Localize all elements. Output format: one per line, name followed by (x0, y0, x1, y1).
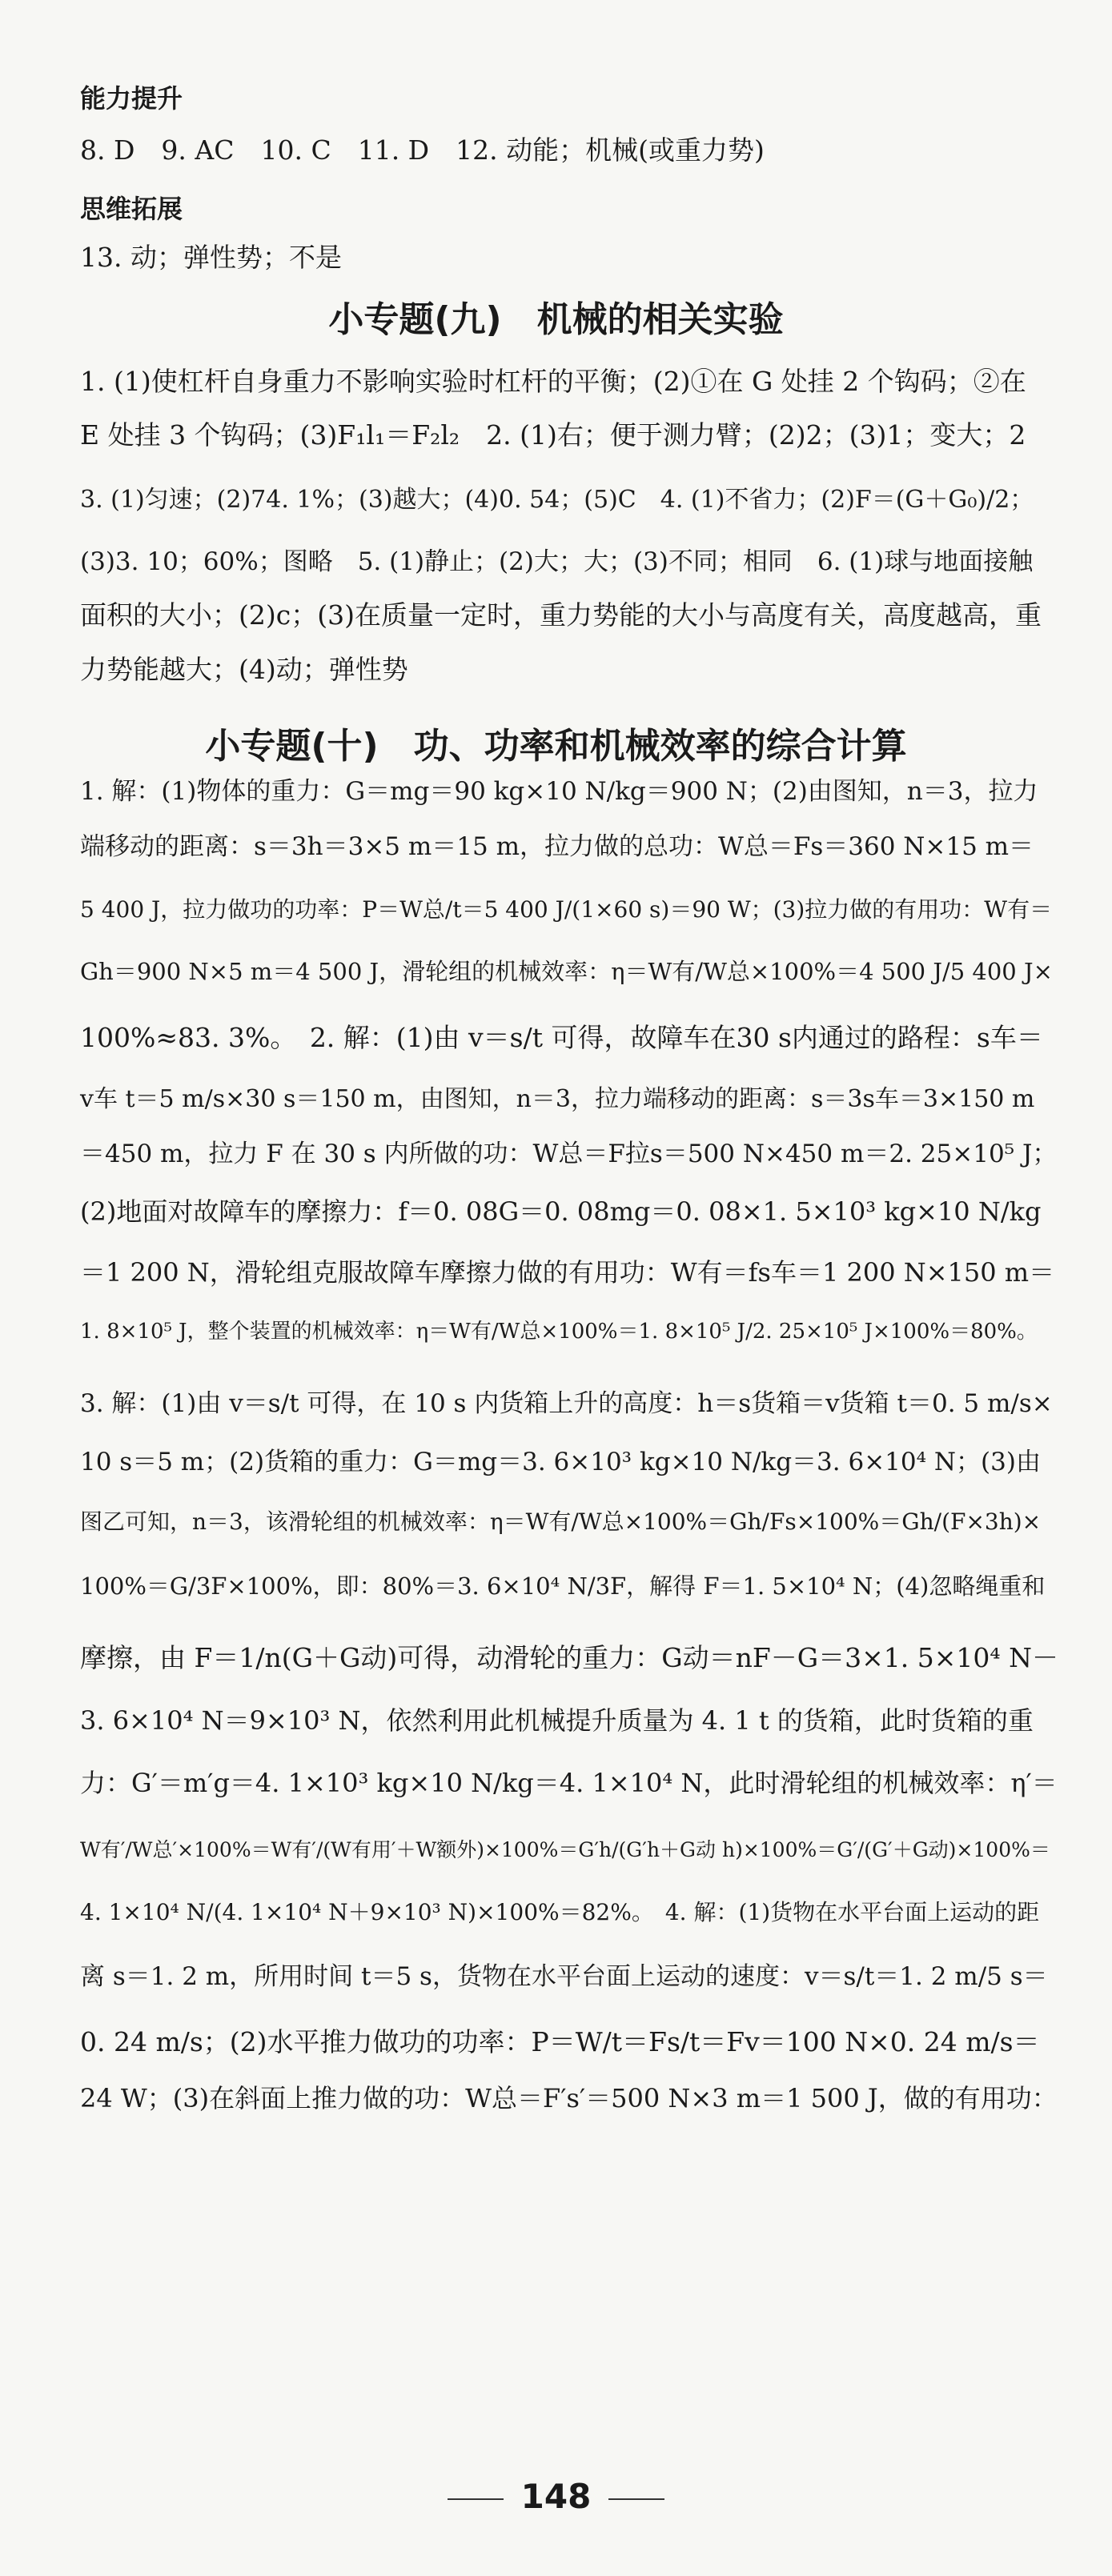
topic10-line: 10 s＝5 m；(2)货箱的重力：G＝mg＝3. 6×10³ kg×10 N/kg＝3. 6×10⁴ N；(3)由 (80, 1448, 1041, 1476)
topic10-line: 100%≈83. 3%。 2. 解：(1)由 v＝s/t 可得，故障车在30 s内通过的路程：s车＝ (80, 1022, 1043, 1053)
topic9-title: 小专题(九) 机械的相关实验 (328, 299, 784, 340)
topic9-line: E 处挂 3 个钩码；(3)F₁l₁＝F₂l₂ 2. (1)右；便于测力臂；(2)2；(3)1；变大；2 (80, 419, 1026, 451)
topic10-line: 离 s＝1. 2 m，所用时间 t＝5 s，货物在水平台面上运动的速度：v＝s/t＝1. 2 m/5 s＝ (80, 1962, 1048, 1991)
topic10-line: ＝1 200 N，滑轮组克服故障车摩擦力做的有用功：W有＝fs车＝1 200 N×150 m＝ (80, 1257, 1055, 1288)
section-label-thinking: 思维拓展 (80, 194, 183, 224)
topic10-line: Gh＝900 N×5 m＝4 500 J，滑轮组的机械效率：η＝W有/W总×100%＝4 500 J/5 400 J× (80, 958, 1053, 985)
page-number-dash-right (608, 2498, 664, 2500)
topic10-line: 端移动的距离：s＝3h＝3×5 m＝15 m，拉力做的总功：W总＝Fs＝360 N×15 m＝ (80, 832, 1034, 861)
topic10-line: 24 W；(3)在斜面上推力做的功：W总＝F′s′＝500 N×3 m＝1 500 J，做的有用功： (80, 2083, 1058, 2113)
topic10-line: 100%＝G/3F×100%，即：80%＝3. 6×10⁴ N/3F，解得 F＝1. 5×10⁴ N；(4)忽略绳重和 (80, 1572, 1046, 1600)
page-number-dash-left (448, 2498, 504, 2500)
answer-line-thinking: 13. 动；弹性势；不是 (80, 242, 342, 273)
topic10-line: (2)地面对故障车的摩擦力：f＝0. 08G＝0. 08mg＝0. 08×1. 5×10³ kg×10 N/kg (80, 1196, 1042, 1227)
topic9-line: 1. (1)使杠杆自身重力不影响实验时杠杆的平衡；(2)①在 G 处挂 2 个钩码；②在 (80, 366, 1026, 397)
topic9-line: 力势能越大；(4)动；弹性势 (80, 654, 408, 685)
topic10-line: 摩擦，由 F＝1/n(G＋G动)可得，动滑轮的重力：G动＝nF－G＝3×1. 5×10⁴ N－ (80, 1642, 1058, 1673)
topic10-line: 3. 解：(1)由 v＝s/t 可得，在 10 s 内货箱上升的高度：h＝s货箱＝v货箱 t＝0. 5 m/s× (80, 1389, 1053, 1418)
topic10-line: 3. 6×10⁴ N＝9×10³ N，依然利用此机械提升质量为 4. 1 t 的货箱，此时货箱的重 (80, 1705, 1034, 1736)
topic10-line: 图乙可知，n＝3，该滑轮组的机械效率：η＝W有/W总×100%＝Gh/Fs×100%＝Gh/(F×3h)× (80, 1508, 1042, 1535)
topic10-line: 力：G′＝m′g＝4. 1×10³ kg×10 N/kg＝4. 1×10⁴ N，此时滑轮组的机械效率：η′＝ (80, 1768, 1058, 1798)
topic10-line: ＝450 m，拉力 F 在 30 s 内所做的功：W总＝F拉s＝500 N×450 m＝2. 25×10⁵ J； (80, 1140, 1058, 1168)
topic9-line: (3)3. 10；60%；图略 5. (1)静止；(2)大；大；(3)不同；相同 6. (1)球与地面接触 (80, 547, 1034, 576)
topic10-line: 0. 24 m/s；(2)水平推力做功的功率：P＝W/t＝Fs/t＝Fv＝100 N×0. 24 m/s＝ (80, 2026, 1040, 2057)
topic10-line: W有′/W总′×100%＝W有′/(W有用′＋W额外)×100%＝G′h/(G′h＋G动 h)×100%＝G′/(G′＋G动)×100%＝ (80, 1838, 1050, 1861)
answer-line-ability: 8. D 9. AC 10. C 11. D 12. 动能；机械(或重力势) (80, 134, 765, 166)
page-number (0, 2477, 1112, 2516)
topic10-line: 1. 8×10⁵ J，整个装置的机械效率：η＝W有/W总×100%＝1. 8×10⁵ J/2. 25×10⁵ J×100%＝80%。 (80, 1320, 1038, 1344)
topic10-title: 小专题(十) 功、功率和机械效率的综合计算 (205, 726, 907, 767)
topic10-line: 5 400 J，拉力做功的功率：P＝W总/t＝5 400 J/(1×60 s)＝90 W；(3)拉力做的有用功：W有＝ (80, 896, 1053, 923)
page-number-value: 148 (520, 2477, 592, 2516)
topic9-line: 3. (1)匀速；(2)74. 1%；(3)越大；(4)0. 54；(5)C 4. (1)不省力；(2)F＝(G＋G₀)/2； (80, 486, 1034, 514)
topic10-line: 4. 1×10⁴ N/(4. 1×10⁴ N＋9×10³ N)×100%＝82%。 4. 解：(1)货物在水平台面上运动的距 (80, 1899, 1040, 1925)
topic10-line: v车 t＝5 m/s×30 s＝150 m，由图知，n＝3，拉力端移动的距离：s＝3s车＝3×150 m (80, 1085, 1035, 1113)
section-label-ability: 能力提升 (80, 83, 183, 114)
topic9-line: 面积的大小；(2)c；(3)在质量一定时，重力势能的大小与高度有关，高度越高，重 (80, 599, 1042, 631)
topic10-line: 1. 解：(1)物体的重力：G＝mg＝90 kg×10 N/kg＝900 N；(2)由图知，n＝3，拉力 (80, 777, 1038, 806)
